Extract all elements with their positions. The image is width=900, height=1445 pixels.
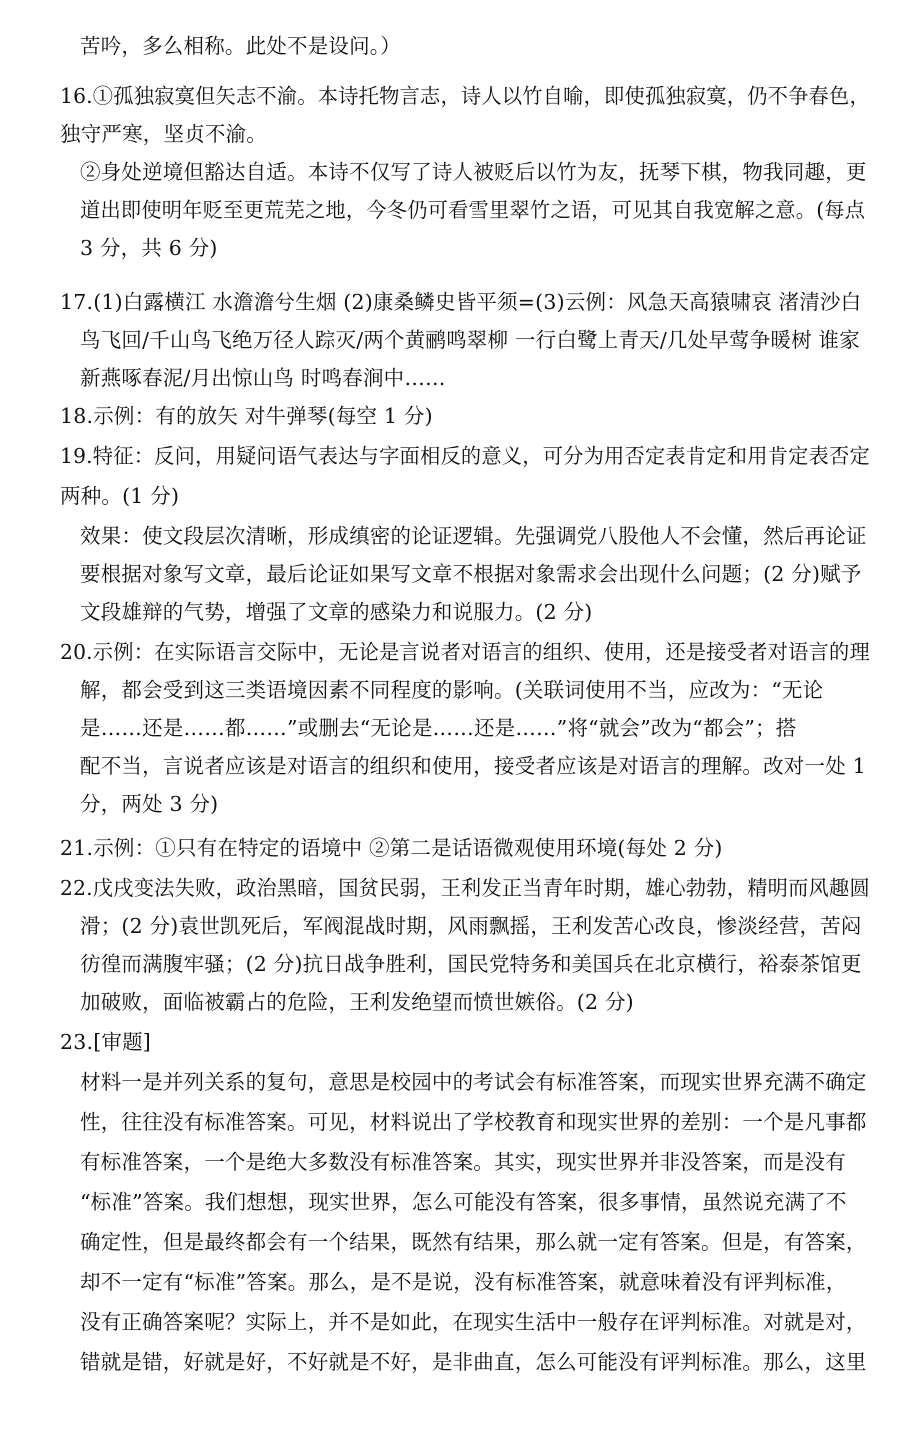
- text-line: 23.[审题]: [60, 1030, 151, 1054]
- text-line: 20.示例：在实际语言交际中，无论是言说者对语言的组织、使用，还是接受者对语言的理: [60, 640, 870, 664]
- text-line: 错就是错，好就是好，不好就是不好，是非曲直，怎么可能没有评判标准。那么，这里: [80, 1350, 867, 1374]
- text-line: 彷徨而满腹牢骚；(2 分)抗日战争胜利，国民党特务和美国兵在北京横行，裕泰茶馆更: [80, 952, 862, 976]
- text-line: 材料一是并列关系的复句，意思是校园中的考试会有标准答案，而现实世界充满不确定: [80, 1070, 867, 1094]
- text-line: 19.特征：反问，用疑问语气表达与字面相反的意义，可分为用否定表肯定和用肯定表否定: [60, 444, 870, 468]
- text-line: 效果：使文段层次清晰，形成缜密的论证逻辑。先强调党八股他人不会懂，然后再论证: [80, 524, 867, 548]
- text-line: 22.戊戌变法失败，政治黑暗，国贫民弱，王利发正当青年时期，雄心勃勃，精明而风趣圆: [60, 876, 870, 900]
- text-line: 鸟飞回/千山鸟飞绝万径人踪灭/两个黄鹂鸣翠柳 一行白鹭上青天/几处早莺争暖树 谁家: [80, 328, 860, 352]
- text-line: 3 分，共 6 分): [80, 236, 218, 260]
- text-line: 要根据对象写文章，最后论证如果写文章不根据对象需求会出现什么问题；(2 分)赋予: [80, 562, 862, 586]
- text-line: 却不一定有“标准”答案。那么，是不是说，没有标准答案，就意味着没有评判标准，: [80, 1270, 847, 1294]
- text-line: 道出即使明年贬至更荒芜之地，今冬仍可看雪里翠竹之语，可见其自我宽解之意。(每点: [80, 198, 866, 222]
- text-line: “标准”答案。我们想想，现实世界，怎么可能没有答案，很多事情，虽然说充满了不: [80, 1190, 847, 1214]
- text-line: 是……还是……都……”或删去“无论是……还是……”将“就会”改为“都会”；搭: [80, 716, 797, 740]
- text-line: 苦吟，多么相称。此处不是设问。）: [80, 34, 401, 58]
- text-line: 确定性，但是最终都会有一个结果，既然有结果，那么就一定有答案。但是，有答案，: [80, 1230, 867, 1254]
- text-line: 文段雄辩的气势，增强了文章的感染力和说服力。(2 分): [80, 600, 593, 624]
- text-line: 有标准答案，一个是绝大多数没有标准答案。其实，现实世界并非没答案，而是没有: [80, 1150, 846, 1174]
- text-line: ②身处逆境但豁达自适。本诗不仅写了诗人被贬后以竹为友，抚琴下棋，物我同趣，更: [80, 160, 867, 184]
- text-line: 17.(1)白露横江 水澹澹兮生烟 (2)康桑鳞史皆平须=(3)云例：风急天高猿啸哀 渚清沙白: [60, 290, 862, 314]
- text-line: 解，都会受到这三类语境因素不同程度的影响。(关联词使用不当，应改为：“无论: [80, 678, 824, 702]
- text-line: 两种。(1 分): [60, 484, 180, 508]
- text-line: 新燕啄春泥/月出惊山鸟 时鸣春涧中……: [80, 366, 446, 390]
- text-line: 加破败，面临被霸占的危险，王利发绝望而愤世嫉俗。(2 分): [80, 990, 634, 1014]
- text-line: 分，两处 3 分): [80, 792, 219, 816]
- text-line: 配不当，言说者应该是对语言的组织和使用，接受者应该是对语言的理解。改对一处 1: [80, 754, 866, 778]
- text-line: 滑；(2 分)袁世凯死后，军阀混战时期，风雨飘摇，王利发苦心改良，惨淡经营，苦闷: [80, 914, 862, 938]
- text-line: 18.示例：有的放矢 对牛弹琴(每空 1 分): [60, 404, 433, 428]
- text-line: 16.①孤独寂寞但矢志不渝。本诗托物言志，诗人以竹自喻，即使孤独寂寞，仍不争春色，: [60, 84, 870, 108]
- text-line: 没有正确答案呢？实际上，并不是如此，在现实生活中一般存在评判标准。对就是对，: [80, 1310, 867, 1334]
- text-line: 21.示例：①只有在特定的语境中 ②第二是话语微观使用环境(每处 2 分): [60, 836, 723, 860]
- text-line: 性，往往没有标准答案。可见，材料说出了学校教育和现实世界的差别：一个是凡事都: [80, 1110, 867, 1134]
- text-line: 独守严寒，坚贞不渝。: [60, 122, 267, 146]
